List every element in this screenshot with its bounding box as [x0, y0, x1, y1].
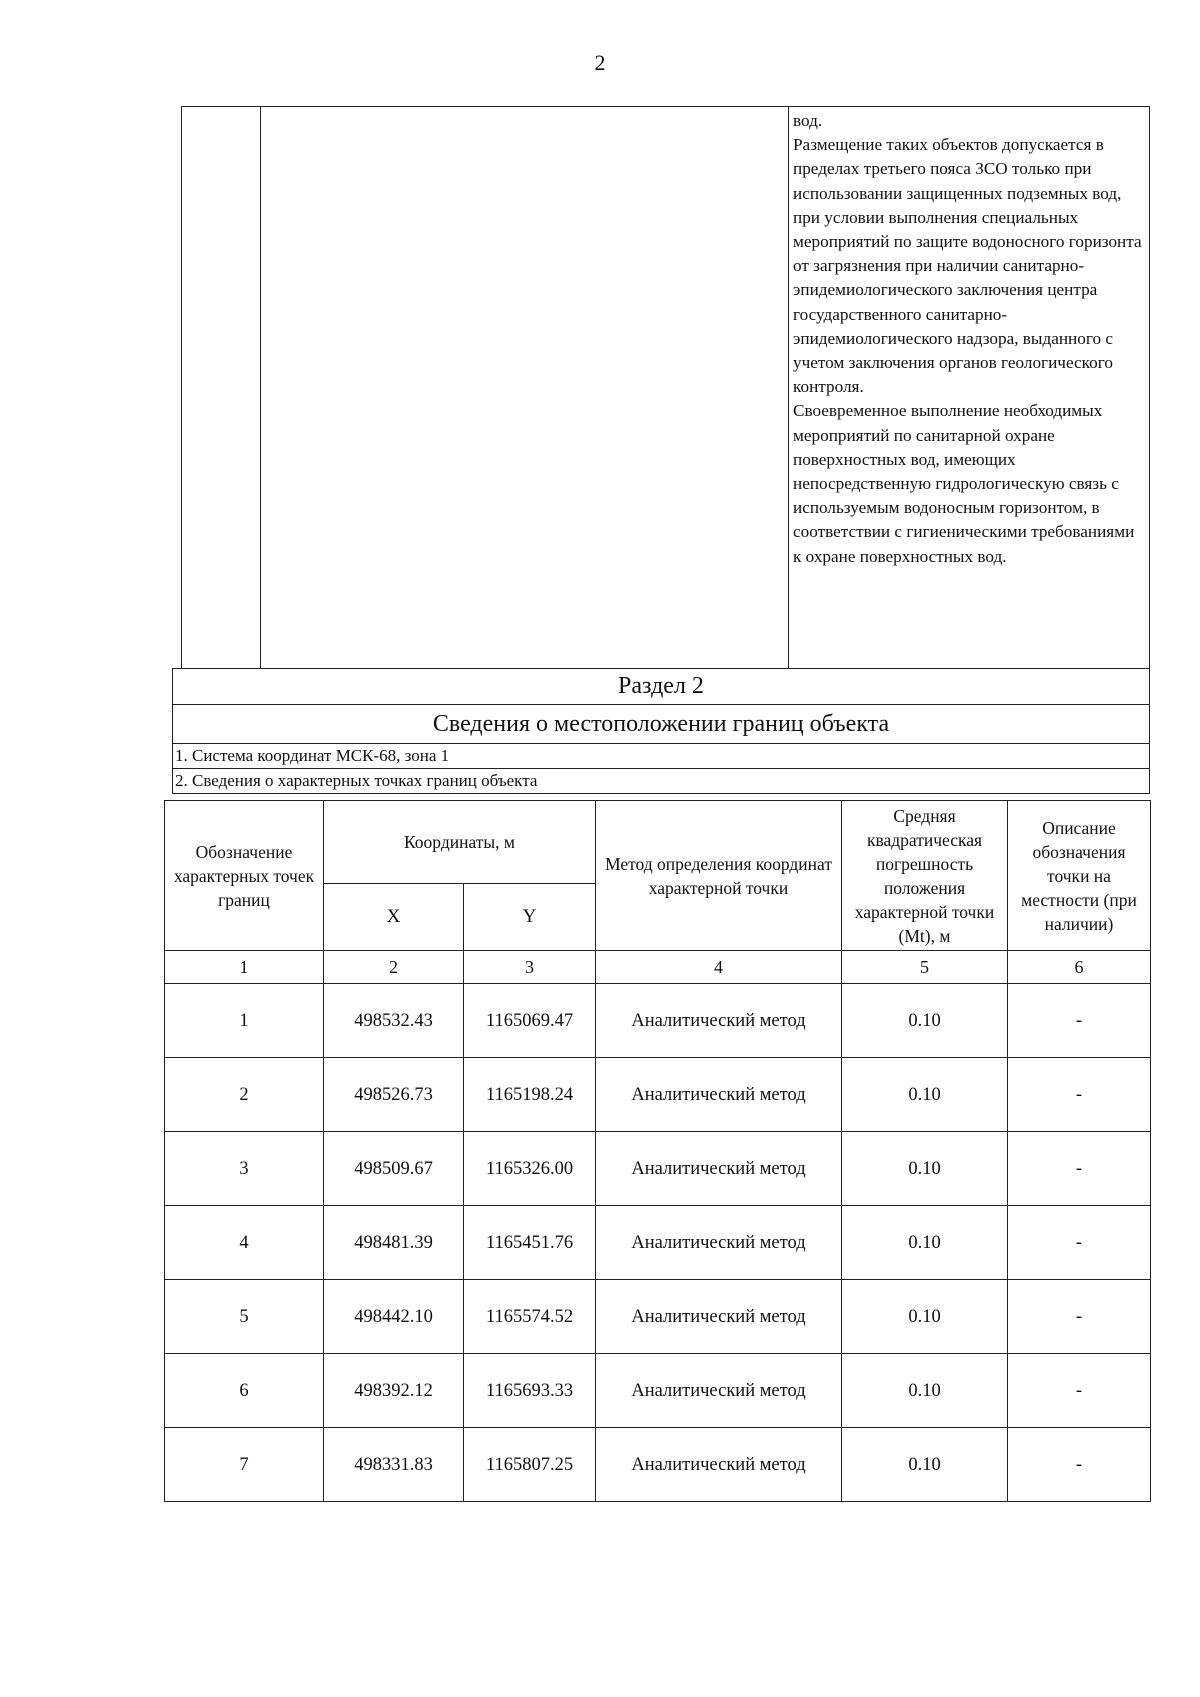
- y-cell: 1165069.47: [464, 984, 596, 1058]
- error-cell: 0.10: [842, 1132, 1008, 1206]
- column-number: 3: [464, 951, 596, 984]
- point-cell: 7: [165, 1428, 324, 1502]
- description-cell: -: [1008, 1428, 1151, 1502]
- description-cell: -: [1008, 984, 1151, 1058]
- description-cell: -: [1008, 1206, 1151, 1280]
- x-cell: 498509.67: [324, 1132, 464, 1206]
- point-cell: 3: [165, 1132, 324, 1206]
- x-cell: 498481.39: [324, 1206, 464, 1280]
- header-description: Описание обозначения точки на местности (при наличии): [1008, 801, 1151, 951]
- column-divider: [788, 107, 789, 668]
- column-number: 5: [842, 951, 1008, 984]
- header-coords: Координаты, м: [324, 801, 596, 884]
- method-cell: Аналитический метод: [596, 1206, 842, 1280]
- table-row: [165, 1354, 1151, 1428]
- error-cell: 0.10: [842, 1354, 1008, 1428]
- page-number: 2: [594, 50, 606, 75]
- continued-table-block: [181, 106, 1150, 668]
- section-header-table: [172, 668, 1150, 794]
- x-cell: 498392.12: [324, 1354, 464, 1428]
- header-point: Обозначение характерных точек границ: [165, 801, 324, 951]
- x-cell: 498442.10: [324, 1280, 464, 1354]
- table-row: [165, 984, 1151, 1058]
- header-x: X: [324, 884, 464, 951]
- description-cell: -: [1008, 1354, 1151, 1428]
- column-number: 4: [596, 951, 842, 984]
- boundary-points-table: [164, 800, 1151, 1502]
- header-y: Y: [464, 884, 596, 951]
- description-cell: -: [1008, 1058, 1151, 1132]
- error-cell: 0.10: [842, 1206, 1008, 1280]
- description-cell: -: [1008, 1280, 1151, 1354]
- method-cell: Аналитический метод: [596, 1354, 842, 1428]
- method-cell: Аналитический метод: [596, 1132, 842, 1206]
- header-method: Метод определения координат характерной точки: [596, 801, 842, 951]
- point-cell: 6: [165, 1354, 324, 1428]
- table-row: [165, 1280, 1151, 1354]
- table-row: [165, 1058, 1151, 1132]
- y-cell: 1165451.76: [464, 1206, 596, 1280]
- error-cell: 0.10: [842, 1428, 1008, 1502]
- point-cell: 1: [165, 984, 324, 1058]
- requirements-paragraph: вод.: [793, 111, 823, 130]
- section-title: Раздел 2: [173, 669, 1150, 705]
- table-row: [165, 1206, 1151, 1280]
- description-cell: -: [1008, 1132, 1151, 1206]
- column-number: 2: [324, 951, 464, 984]
- y-cell: 1165326.00: [464, 1132, 596, 1206]
- column-number-row: [165, 951, 1151, 984]
- column-number: 1: [165, 951, 324, 984]
- requirements-paragraph: Размещение таких объектов допускается в пределах третьего пояса ЗСО только при использовании защищенных подземных вод, при условии выполнения специальных мероприятий по защите водоносного горизонта от загрязнения при наличии санитарно-эпидемиологического заключения центра государственного санитарно-эпидемиологического надзора, выданного с учетом заключения органов геологического контроля.: [793, 135, 1142, 397]
- method-cell: Аналитический метод: [596, 1058, 842, 1132]
- error-cell: 0.10: [842, 1280, 1008, 1354]
- method-cell: Аналитический метод: [596, 1428, 842, 1502]
- x-cell: 498331.83: [324, 1428, 464, 1502]
- y-cell: 1165198.24: [464, 1058, 596, 1132]
- y-cell: 1165574.52: [464, 1280, 596, 1354]
- table-row: [165, 1132, 1151, 1206]
- x-cell: 498526.73: [324, 1058, 464, 1132]
- header-error: Средняя квадратическая погрешность положения характерной точки (Mt), м: [842, 801, 1008, 951]
- section-subtitle: Сведения о местоположении границ объекта: [173, 705, 1150, 744]
- point-cell: 4: [165, 1206, 324, 1280]
- point-cell: 2: [165, 1058, 324, 1132]
- requirements-text: [793, 109, 1145, 569]
- error-cell: 0.10: [842, 1058, 1008, 1132]
- point-cell: 5: [165, 1280, 324, 1354]
- points-caption-line: 2. Сведения о характерных точках границ объекта: [173, 769, 1150, 794]
- method-cell: Аналитический метод: [596, 984, 842, 1058]
- y-cell: 1165807.25: [464, 1428, 596, 1502]
- error-cell: 0.10: [842, 984, 1008, 1058]
- table-row: [165, 1428, 1151, 1502]
- x-cell: 498532.43: [324, 984, 464, 1058]
- column-number: 6: [1008, 951, 1151, 984]
- method-cell: Аналитический метод: [596, 1280, 842, 1354]
- coord-system-line: 1. Система координат МСК-68, зона 1: [173, 744, 1150, 769]
- column-divider: [260, 107, 261, 668]
- requirements-paragraph: Своевременное выполнение необходимых мероприятий по санитарной охране поверхностных вод, имеющих непосредственную гидрологическую связь с используемым водоносным горизонтом, в соответствии с гигиеническими требованиями к охране поверхностных вод.: [793, 401, 1135, 566]
- y-cell: 1165693.33: [464, 1354, 596, 1428]
